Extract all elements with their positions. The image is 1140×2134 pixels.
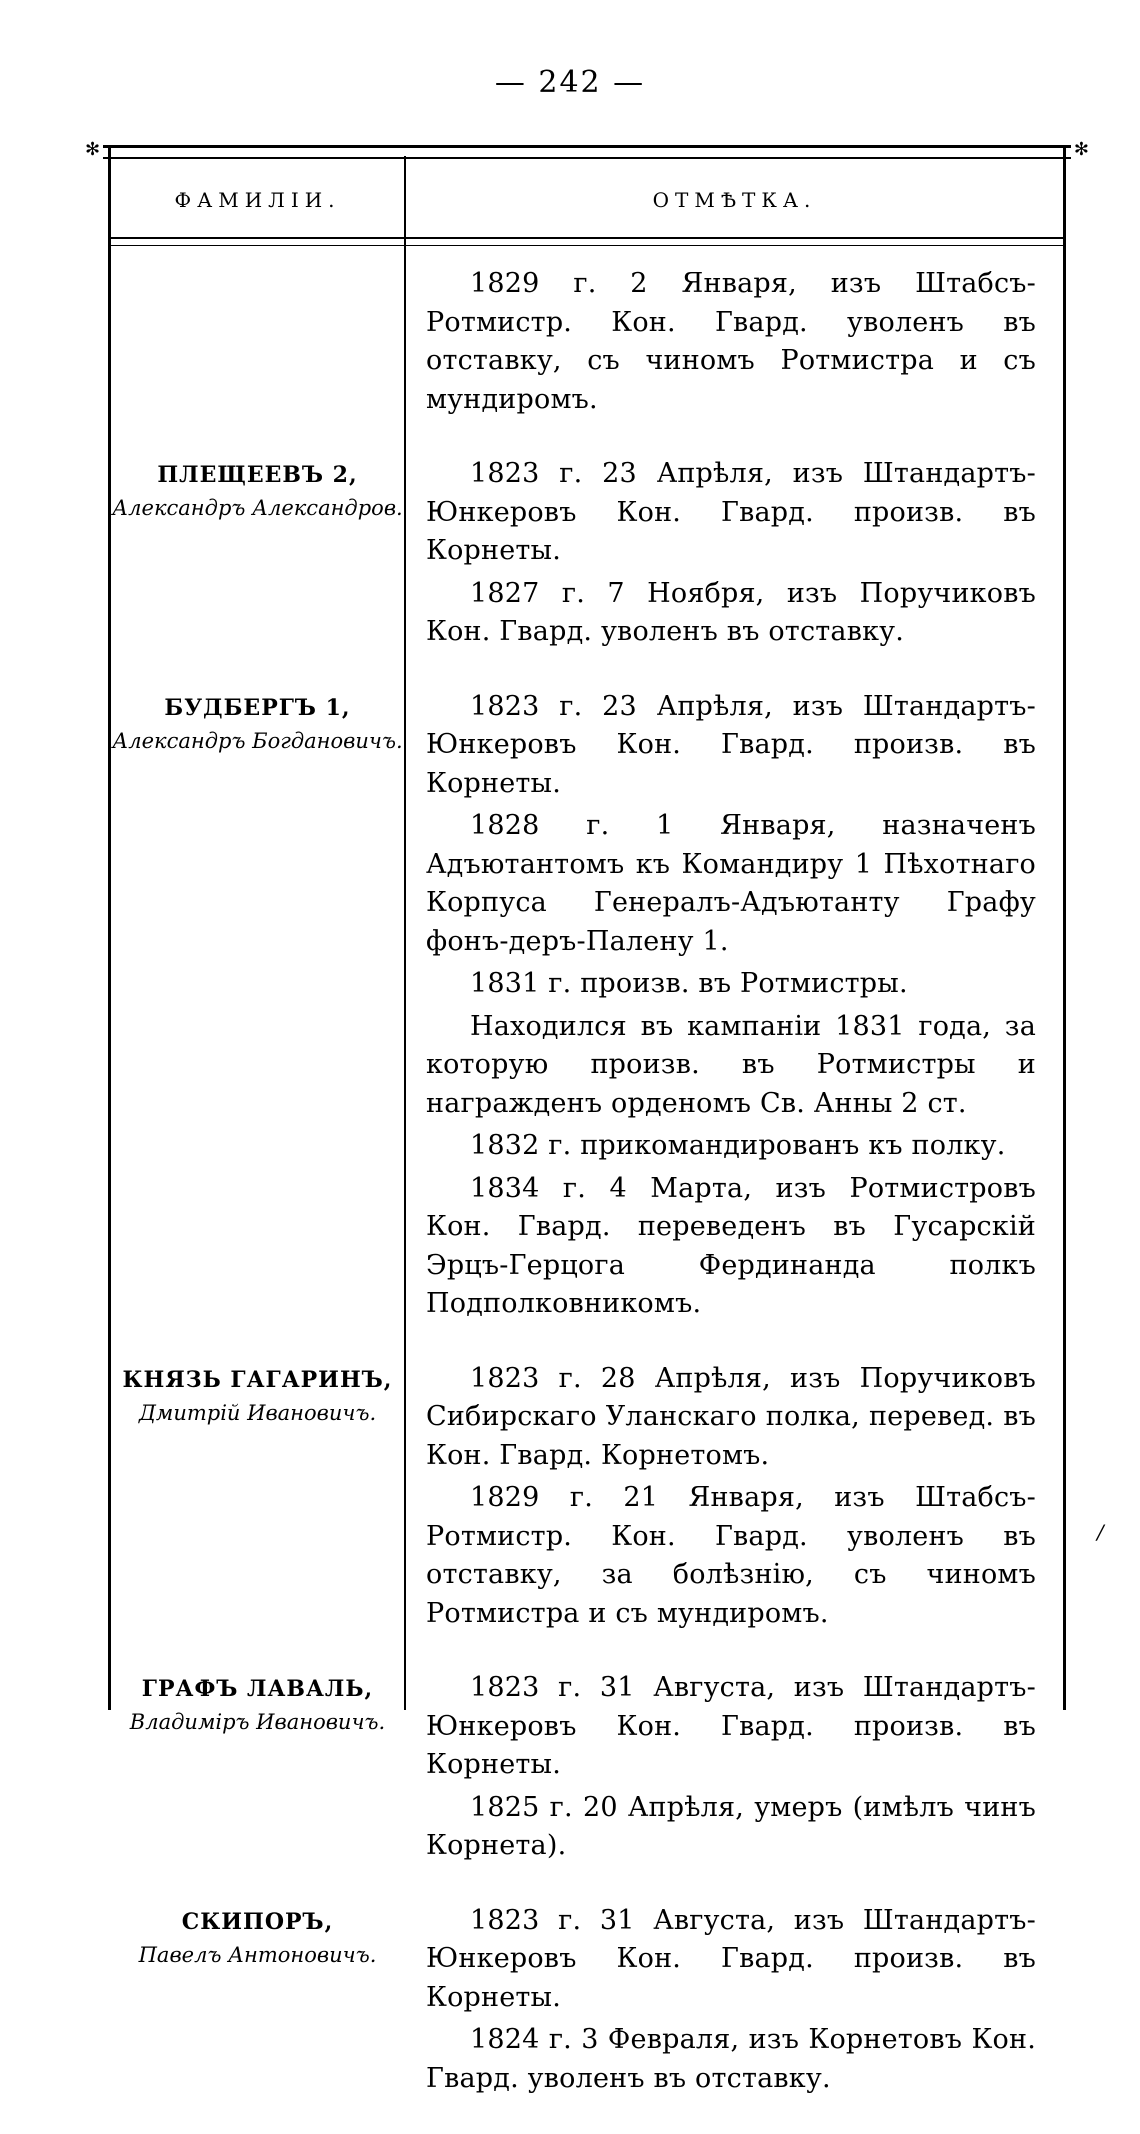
notes-cell: [426, 265, 1036, 419]
given-name: Дмитрiй Ивановичъ.: [138, 1400, 377, 1425]
table-row: [111, 1360, 1063, 1634]
given-name: Павелъ Антоновичъ.: [138, 1942, 377, 1967]
name-cell: [111, 1360, 404, 1428]
table-row: [111, 455, 1063, 652]
page-number: — 242 —: [494, 65, 646, 100]
corner-ornament-icon: ✻: [1073, 139, 1089, 160]
notes-cell: [426, 1669, 1036, 1866]
entries-list: [111, 265, 1063, 2134]
margin-pencil-mark: /: [1097, 1520, 1104, 1544]
surname: ГРАФЪ ЛАВАЛЬ,: [141, 1676, 374, 1702]
note-paragraph: 1823 г. 23 Апрѣля, изъ Штандартъ-Юнкеровъ Кон. Гвард. произв. въ Корнеты.: [426, 690, 1036, 799]
note-paragraph: Находился въ кампанiи 1831 года, за которую произв. въ Ротмистры и награжденъ орденомъ Св. Анны 2 ст.: [426, 1010, 1036, 1119]
top-double-rule: [85, 139, 1089, 160]
note-paragraph: 1823 г. 23 Апрѣля, изъ Штандартъ-Юнкеровъ Кон. Гвард. произв. въ Корнеты.: [426, 458, 1036, 566]
note-paragraph: 1829 г. 2 Января, изъ Штабсъ-Ротмистр. Кон. Гвард. уволенъ въ отставку, съ чиномъ Ротмистра и съ мундиромъ.: [426, 268, 1036, 415]
given-name: Владимiръ Ивановичъ.: [129, 1710, 386, 1734]
notes-cell: [426, 1902, 1036, 2099]
surname: БУДБЕРГЪ 1,: [164, 694, 351, 721]
note-paragraph: 1825 г. 20 Апрѣля, умеръ (имѣлъ чинъ Корнета).: [426, 1791, 1036, 1861]
note-paragraph: 1828 г. 1 Января, назначенъ Адъютантомъ къ Командиру 1 Пѣхотнаго Корпуса Генералъ-Адъютанту Графу фонъ-деръ-Палену 1.: [426, 810, 1036, 957]
name-cell: [111, 1902, 404, 1970]
table-row: [111, 688, 1063, 1324]
table-row: [111, 265, 1063, 419]
name-cell: [111, 1669, 404, 1737]
given-name: Александръ Александров.: [112, 496, 403, 520]
column-header-notes: ОТМѢТКА.: [652, 188, 817, 212]
note-paragraph: 1827 г. 7 Ноября, изъ Поручиковъ Кон. Гвард. уволенъ въ отставку.: [426, 577, 1036, 647]
corner-ornament-icon: ✻: [85, 139, 101, 160]
notes-cell: [426, 688, 1036, 1324]
column-header-names: ФАМИЛIИ.: [174, 188, 341, 212]
note-paragraph: 1834 г. 4 Марта, изъ Ротмистровъ Кон. Гвард. переведенъ въ Гусарскiй Эрцъ-Герцога Фердинанда полкъ Подполковникомъ.: [426, 1172, 1036, 1319]
table-row: [111, 1669, 1063, 1866]
note-paragraph: 1823 г. 31 Августа, изъ Штандартъ-Юнкеровъ Кон. Гвард. произв. въ Корнеты.: [426, 1904, 1036, 2013]
surname: СКИПОРЪ,: [181, 1908, 334, 1935]
note-paragraph: 1832 г. прикомандированъ къ полку.: [470, 1130, 1006, 1161]
name-cell: [111, 688, 404, 756]
notes-cell: [426, 1360, 1036, 1634]
note-paragraph: 1824 г. 3 Февраля, изъ Корнетовъ Кон. Гвард. уволенъ въ отставку.: [426, 2024, 1036, 2094]
register-table: [85, 139, 1089, 2094]
header-double-rule: [111, 237, 1063, 246]
note-paragraph: 1823 г. 28 Апрѣля, изъ Поручиковъ Сибирскаго Уланскаго полка, перевед. въ Кон. Гвард. Корнетомъ.: [426, 1362, 1036, 1471]
notes-cell: [426, 455, 1036, 652]
name-cell: [111, 455, 404, 523]
given-name: Александръ Богдановичъ.: [112, 728, 403, 753]
surname: КНЯЗЬ ГАГАРИНЪ,: [122, 1366, 393, 1393]
surname: ПЛЕЩЕЕВЪ 2,: [157, 462, 358, 488]
note-paragraph: 1823 г. 31 Августа, изъ Штандартъ-Юнкеровъ Кон. Гвард. произв. въ Корнеты.: [426, 1672, 1036, 1780]
note-paragraph: 1831 г. произв. въ Ротмистры.: [470, 968, 908, 999]
table-row: [111, 1902, 1063, 2099]
note-paragraph: 1829 г. 21 Января, изъ Штабсъ-Ротмистр. Кон. Гвард. уволенъ въ отставку, за болѣзнiю, съ чиномъ Ротмистра и съ мундиромъ.: [426, 1482, 1036, 1629]
